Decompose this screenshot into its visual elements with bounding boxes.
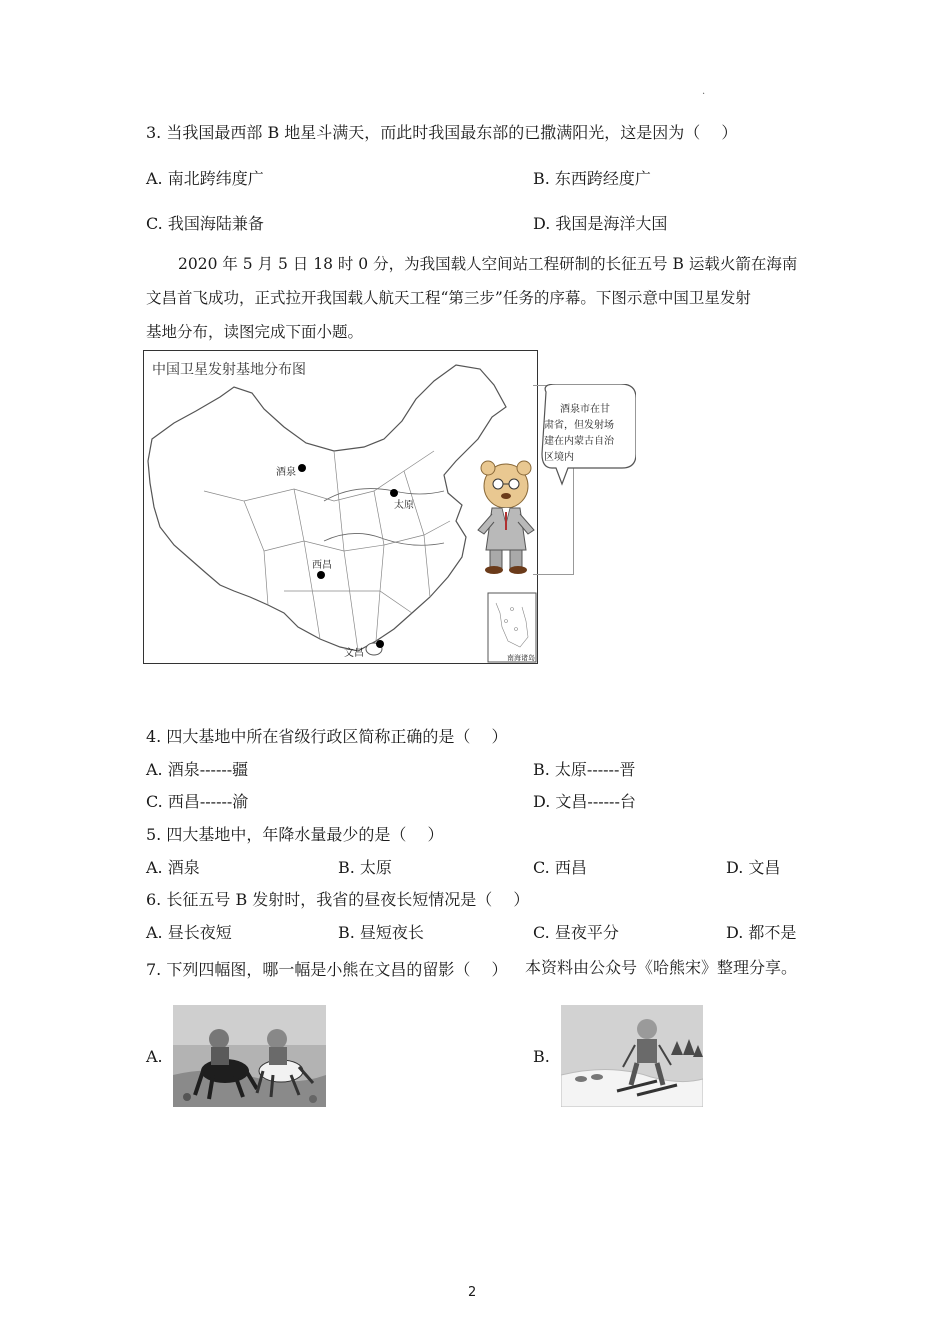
speech-bubble (542, 384, 636, 484)
bubble-line-4: 区境内 (544, 452, 574, 463)
q6-option-a: A. 昼长夜短 (146, 923, 232, 942)
taiyuan-marker (390, 489, 398, 497)
bubble-line-1: 酒泉市在甘 (560, 404, 610, 415)
q7-option-b-label: B. (533, 1047, 550, 1066)
q5-option-c: C. 西昌 (533, 858, 587, 877)
q4-option-b: B. 太原------晋 (533, 760, 636, 779)
q7-option-a-label: A. (146, 1047, 163, 1066)
jiuquan-marker (298, 464, 306, 472)
q4-option-a: A. 酒泉------疆 (146, 760, 249, 779)
skier-head (637, 1019, 657, 1039)
q7-note: 本资料由公众号《哈熊宋》整理分享。 (525, 958, 798, 977)
xichang-marker (317, 571, 325, 579)
q3-option-d: D. 我国是海洋大国 (533, 214, 668, 233)
q4-option-d: D. 文昌------台 (533, 792, 636, 811)
south-china-sea-inset (488, 593, 536, 662)
bubble-line-2: 肃省，但发射场 (544, 420, 614, 431)
q4-stem: 4. 四大基地中所在省级行政区简称正确的是（ ） (146, 727, 508, 746)
wenchang-label: 文昌 (344, 648, 364, 659)
wenchang-marker (376, 640, 384, 648)
q7-option-a-image (173, 1005, 326, 1107)
q3-option-a: A. 南北跨纬度广 (146, 169, 264, 188)
bubble-line-3: 建在内蒙古自治 (544, 436, 614, 447)
passage (146, 247, 810, 349)
inset-label: 南海诸岛 (507, 654, 535, 662)
page-number: 2 (468, 1285, 477, 1300)
passage-line-3: 基地分布，读图完成下面小题。 (146, 323, 364, 341)
q6-option-d: D. 都不是 (726, 923, 797, 942)
q5-option-b: B. 太原 (338, 858, 392, 877)
q5-option-a: A. 酒泉 (146, 858, 200, 877)
q3-option-c: C. 我国海陆兼备 (146, 214, 264, 233)
q3-stem: 3. 当我国最西部 B 地星斗满天，而此时我国最东部的已撒满阳光，这是因为（ ） (146, 123, 738, 142)
q4-option-c: C. 西昌------渝 (146, 792, 249, 811)
jiuquan-label: 酒泉 (276, 467, 296, 478)
passage-line-1: 2020 年 5 月 5 日 18 时 0 分，为我国载人空间站工程研制的长征五号 B 运载火箭在海南 (178, 255, 798, 273)
q6-option-b: B. 昼短夜长 (338, 923, 424, 942)
header-dot: . (702, 86, 706, 97)
q7-option-b-image (561, 1005, 703, 1107)
china-outline (148, 365, 506, 651)
taiyuan-label: 太原 (394, 500, 414, 511)
passage-line-2: 文昌首飞成功，正式拉开我国载人航天工程“第三步”任务的序幕。下图示意中国卫星发射 (146, 289, 751, 307)
xichang-label: 西昌 (312, 560, 332, 571)
q6-stem: 6. 长征五号 B 发射时，我省的昼夜长短情况是（ ） (146, 890, 530, 909)
map-title: 中国卫星发射基地分布图 (152, 362, 306, 378)
q5-option-d: D. 文昌 (726, 858, 781, 877)
q7-stem: 7. 下列四幅图，哪一幅是小熊在文昌的留影（ ） (146, 960, 508, 979)
bear-character (476, 384, 636, 584)
q6-option-c: C. 昼夜平分 (533, 923, 619, 942)
q5-stem: 5. 四大基地中，年降水量最少的是（ ） (146, 825, 444, 844)
q3-option-b: B. 东西跨经度广 (533, 169, 651, 188)
